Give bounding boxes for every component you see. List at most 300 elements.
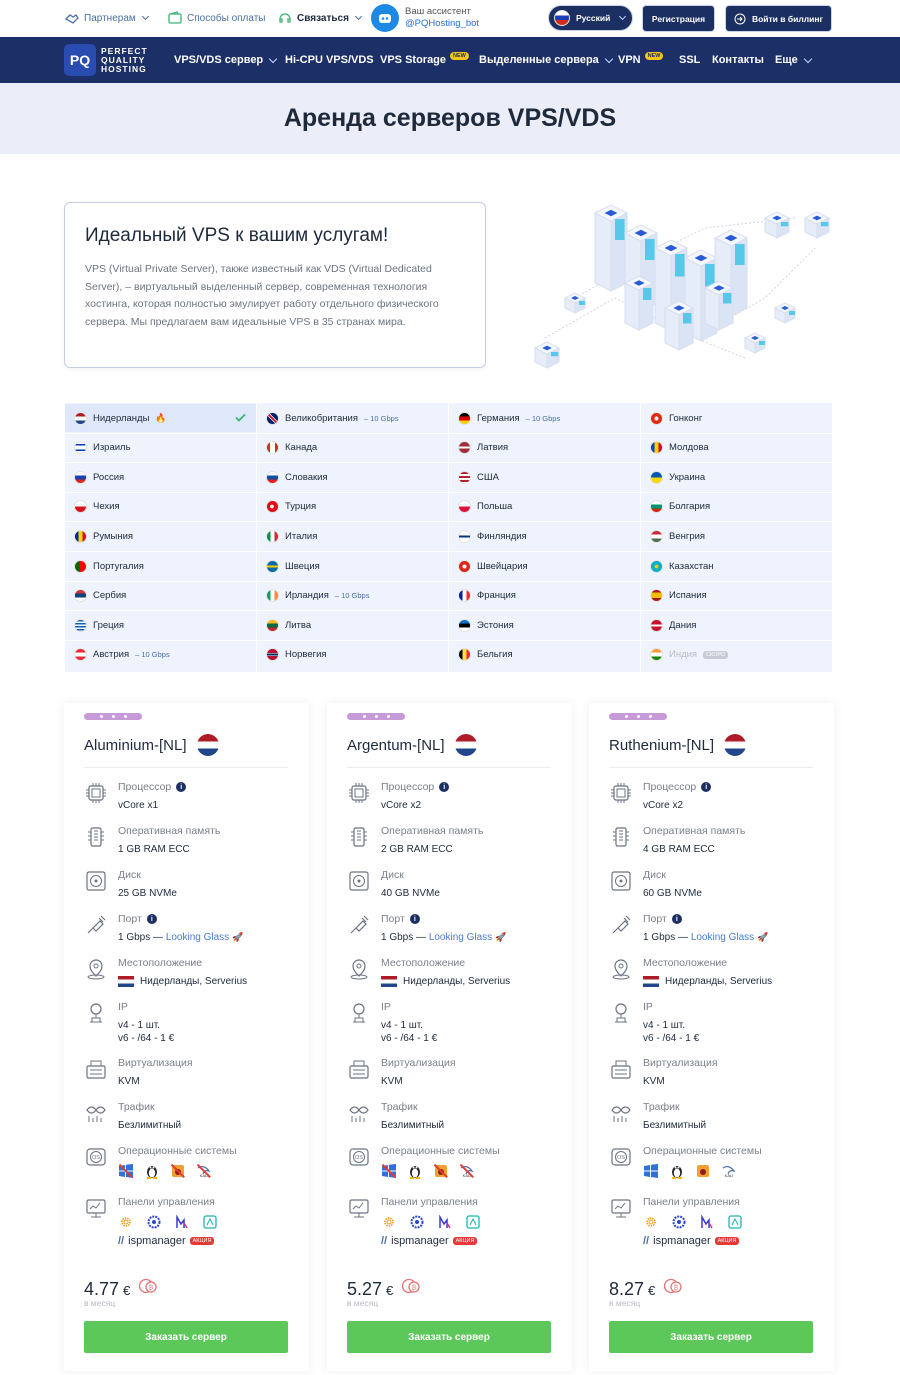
- port-value: 1 Gbps —: [381, 932, 427, 943]
- login-icon: [734, 13, 746, 25]
- cpanel-sun-icon: [643, 1214, 659, 1230]
- country-option[interactable]: [65, 493, 256, 521]
- country-option[interactable]: [65, 404, 256, 432]
- spec-label: Оперативная память: [381, 825, 484, 837]
- country-name: Турция: [285, 501, 317, 513]
- disk-icon: [347, 869, 371, 893]
- contact-label: Связаться: [297, 12, 349, 24]
- spec-label: Оперативная память: [643, 825, 746, 837]
- ip-v4-value: v4 - 1 шт.: [381, 1020, 424, 1031]
- order-server-button[interactable]: Заказать сервер: [609, 1321, 813, 1353]
- windows-unavailable-icon: [381, 1163, 397, 1179]
- flag-no-icon: [266, 648, 279, 661]
- spec-ip: [347, 1001, 557, 1045]
- hestia-icon: [174, 1214, 190, 1230]
- traffic-icon: [84, 1101, 108, 1125]
- spec-port: [347, 913, 557, 944]
- country-name: Россия: [93, 471, 125, 483]
- partners-label: Партнерам: [84, 12, 136, 24]
- country-name: Болгария: [669, 501, 711, 513]
- flag-nl-icon: [381, 976, 397, 987]
- flag-de-icon: [458, 412, 471, 425]
- spec-os: [84, 1145, 294, 1179]
- os-icon: [609, 1145, 633, 1169]
- control-panel-icon: [347, 1196, 371, 1220]
- country-name: Канада: [285, 442, 318, 454]
- checkmark-icon: [235, 413, 246, 425]
- spec-panel: [609, 1196, 819, 1247]
- nav-hicpu[interactable]: [285, 54, 374, 66]
- price-currency: €: [648, 1283, 656, 1298]
- row-divider: [65, 462, 832, 463]
- server-block: [745, 333, 765, 353]
- spec-ram: [609, 825, 819, 856]
- info-icon[interactable]: i: [439, 782, 449, 792]
- nav-ssl-label: SSL: [679, 54, 701, 66]
- flag-ca-icon: [266, 441, 279, 454]
- kali-icon: [459, 1163, 475, 1179]
- ip-icon: [84, 1001, 108, 1025]
- traffic-icon: [609, 1101, 633, 1125]
- country-name: Австрия: [93, 649, 130, 661]
- linux-icon: [669, 1163, 685, 1179]
- new-badge: NEW: [645, 52, 664, 60]
- spec-label: Процессор: [118, 781, 172, 793]
- country-name: Казахстан: [669, 560, 714, 572]
- info-icon[interactable]: i: [410, 914, 420, 924]
- windows-unavailable-icon: [118, 1163, 134, 1179]
- fastpanel-icon: [727, 1214, 743, 1230]
- info-icon[interactable]: i: [672, 914, 682, 924]
- language-label: Русский: [576, 13, 611, 23]
- country-name: Швейцария: [477, 560, 528, 572]
- promo-badge: АКЦИЯ: [453, 1237, 478, 1245]
- disk-value: 40 GB NVMe: [381, 888, 440, 899]
- chevron-down-icon: [269, 54, 277, 62]
- nav-contacts-label: Контакты: [712, 54, 764, 66]
- country-option[interactable]: [449, 641, 640, 669]
- spec-cpu: [84, 781, 294, 812]
- logo-line-3: HOSTING: [101, 63, 147, 74]
- svg-text:KALI: KALI: [724, 1173, 734, 1178]
- flag-lv-icon: [458, 441, 471, 454]
- location-value: Нидерланды, Serverius: [403, 976, 511, 987]
- country-option[interactable]: [449, 434, 640, 462]
- flag-ru-icon: [554, 10, 570, 26]
- rocket-icon: 🚀: [231, 932, 244, 942]
- spec-label: Панели управления: [118, 1196, 215, 1208]
- logo[interactable]: [64, 44, 148, 76]
- info-icon[interactable]: i: [176, 782, 186, 792]
- flag-nl-icon: [724, 734, 746, 756]
- crypto-icon[interactable]: [663, 1277, 683, 1300]
- looking-glass-link[interactable]: Looking Glass: [165, 932, 230, 943]
- crypto-icon[interactable]: [138, 1277, 158, 1300]
- looking-glass-link[interactable]: Looking Glass: [690, 932, 755, 943]
- spec-virt: [609, 1057, 819, 1088]
- server-block: [625, 276, 653, 330]
- page-title: Аренда серверов VPS/VDS: [283, 104, 617, 132]
- flag-rs-icon: [74, 589, 87, 602]
- nav-contacts[interactable]: [712, 54, 764, 66]
- flag-ch-icon: [458, 560, 471, 573]
- order-server-button[interactable]: Заказать сервер: [84, 1321, 288, 1353]
- traffic-value: Безлимитный: [643, 1120, 707, 1131]
- flag-nl-icon: [455, 734, 477, 756]
- ip-v4-value: v4 - 1 шт.: [643, 1020, 686, 1031]
- svg-text:OS: OS: [617, 1155, 625, 1161]
- country-name: Гонконг: [669, 412, 703, 424]
- spec-label: Операционные системы: [643, 1145, 762, 1157]
- country-name: Нидерланды: [93, 412, 150, 424]
- svg-text:₿: ₿: [149, 1285, 154, 1292]
- register-button[interactable]: Регистрация: [642, 5, 715, 32]
- flag-ie-icon: [266, 589, 279, 602]
- server-block: [765, 212, 789, 238]
- spec-label: Диск: [118, 869, 141, 881]
- info-icon[interactable]: i: [147, 914, 157, 924]
- spec-port: [609, 913, 819, 944]
- country-name: Финляндия: [477, 530, 527, 542]
- spec-ip: [84, 1001, 294, 1045]
- country-name: Норвегия: [285, 649, 327, 661]
- flag-nl-icon: [74, 412, 87, 425]
- country-option[interactable]: [641, 404, 832, 432]
- bsd-icon: [433, 1163, 449, 1179]
- nav-vpn[interactable]: [618, 54, 663, 66]
- country-option[interactable]: [65, 611, 256, 639]
- spec-label: Операционные системы: [381, 1145, 500, 1157]
- country-option[interactable]: [65, 582, 256, 610]
- spec-label: Диск: [643, 869, 666, 881]
- country-option[interactable]: [257, 552, 448, 580]
- country-option[interactable]: [641, 582, 832, 610]
- flag-bg-icon: [650, 500, 663, 513]
- vesta-gear-icon: [671, 1214, 687, 1230]
- login-button[interactable]: [725, 5, 832, 32]
- country-name: Израиль: [93, 442, 131, 454]
- nav-vps[interactable]: [174, 54, 276, 66]
- country-name: Греция: [93, 619, 125, 631]
- country-name: Украина: [669, 471, 706, 483]
- promo-badge: АКЦИЯ: [715, 1237, 740, 1245]
- country-option[interactable]: [257, 611, 448, 639]
- country-option[interactable]: [641, 611, 832, 639]
- flag-at-icon: [74, 648, 87, 661]
- flag-kz-icon: [650, 560, 663, 573]
- kali-icon: [196, 1163, 212, 1179]
- spec-label: Панели управления: [643, 1196, 740, 1208]
- port-cable-icon: [609, 913, 633, 937]
- flag-nl-icon: [197, 734, 219, 756]
- spec-label: IP: [118, 1001, 128, 1013]
- flag-hk-icon: [650, 412, 663, 425]
- spec-port: [84, 913, 294, 944]
- new-badge: NEW: [450, 52, 469, 60]
- logo-line-1: PERFECT: [101, 45, 148, 56]
- svg-text:OS: OS: [355, 1155, 363, 1161]
- country-option[interactable]: [257, 522, 448, 550]
- ram-value: 1 GB RAM ECC: [118, 844, 190, 855]
- chevron-down-icon: [619, 13, 626, 20]
- disk-icon: [84, 869, 108, 893]
- plan-card: [589, 703, 834, 1371]
- flag-in-icon: [650, 648, 663, 661]
- country-option[interactable]: [257, 463, 448, 491]
- country-name: Польша: [477, 501, 513, 513]
- flag-md-icon: [650, 441, 663, 454]
- spec-label: Порт: [643, 913, 667, 925]
- intro-text: VPS (Virtual Private Server), также известный как VDS (Virtual Dedicated Server), – виртуальный выделенный сервер, современная технология хостинга, которая полностью эмулирует работу отдельного физического сервера. Мы предлагаем вам идеальные VPS в 35 странах мира.: [85, 263, 439, 328]
- flag-fi-icon: [458, 530, 471, 543]
- price-period: в месяц: [609, 1298, 641, 1308]
- spec-cpu: [609, 781, 819, 812]
- country-option[interactable]: [257, 404, 448, 432]
- hero-banner: [0, 83, 900, 154]
- wallet-icon: [167, 10, 183, 26]
- country-option[interactable]: [65, 641, 256, 669]
- handshake-icon: [64, 10, 80, 26]
- svg-text:OS: OS: [92, 1155, 100, 1161]
- spec-disk: [84, 869, 294, 900]
- popular-fire-icon: 🔥: [155, 412, 167, 423]
- spec-label: Трафик: [643, 1101, 680, 1113]
- card-divider: [347, 767, 551, 768]
- country-name: Великобритания: [285, 412, 358, 424]
- spec-traffic: [609, 1101, 819, 1132]
- spec-label: Диск: [381, 869, 404, 881]
- chevron-down-icon: [355, 13, 362, 20]
- spec-label: Порт: [118, 913, 142, 925]
- spec-loc: [347, 957, 557, 988]
- price-value: 4.77: [84, 1279, 120, 1299]
- server-block: [705, 281, 733, 330]
- payment-link[interactable]: [167, 10, 266, 26]
- flag-nl-icon: [118, 976, 134, 987]
- bsd-icon: [170, 1163, 186, 1179]
- assistant-link[interactable]: [371, 4, 479, 32]
- os-icon: [347, 1145, 371, 1169]
- plan-card: [327, 703, 572, 1371]
- language-select[interactable]: [548, 5, 633, 31]
- assistant-title: Ваш ассистент: [405, 6, 471, 17]
- flag-sk-icon: [266, 471, 279, 484]
- spec-os: [347, 1145, 557, 1179]
- flag-se-icon: [266, 560, 279, 573]
- spec-label: Трафик: [381, 1101, 418, 1113]
- virt-value: KVM: [381, 1076, 403, 1087]
- spec-label: Местоположение: [118, 957, 203, 969]
- country-option[interactable]: [257, 434, 448, 462]
- spec-panel: [84, 1196, 294, 1247]
- spec-virt: [84, 1057, 294, 1088]
- country-option[interactable]: [641, 493, 832, 521]
- ip-v4-value: v4 - 1 шт.: [118, 1020, 161, 1031]
- flag-hu-icon: [650, 530, 663, 543]
- country-option[interactable]: [641, 522, 832, 550]
- port-value: 1 Gbps —: [118, 932, 164, 943]
- country-option[interactable]: [65, 463, 256, 491]
- plan-price: [84, 1277, 158, 1300]
- spec-traffic: [347, 1101, 557, 1132]
- info-icon[interactable]: i: [701, 782, 711, 792]
- spec-label: Операционные системы: [118, 1145, 237, 1157]
- flag-fr-icon: [458, 589, 471, 602]
- nav-more-label: Еще: [775, 54, 798, 66]
- server-block: [535, 342, 559, 368]
- price-currency: €: [386, 1283, 394, 1298]
- plan-name: Aluminium-[NL]: [84, 736, 187, 754]
- virtualization-icon: [347, 1057, 371, 1081]
- nav-ssl[interactable]: [679, 54, 700, 66]
- country-option[interactable]: [257, 493, 448, 521]
- spec-label: Местоположение: [381, 957, 466, 969]
- servers-illustration: [515, 188, 835, 388]
- virt-value: KVM: [643, 1076, 665, 1087]
- nav-storage[interactable]: [380, 54, 469, 66]
- traffic-value: Безлимитный: [381, 1120, 445, 1131]
- country-option[interactable]: [257, 641, 448, 669]
- country-name: Бельгия: [477, 649, 513, 661]
- cpu-icon: [347, 781, 371, 805]
- row-divider: [65, 610, 832, 611]
- country-option[interactable]: [641, 434, 832, 462]
- country-name: Словакия: [285, 471, 328, 483]
- country-option[interactable]: [449, 404, 640, 432]
- location-pin-icon: [84, 957, 108, 981]
- country-name: Индия: [669, 649, 698, 661]
- price-period: в месяц: [347, 1298, 379, 1308]
- crypto-icon[interactable]: [401, 1277, 421, 1300]
- flag-pl-icon: [458, 500, 471, 513]
- disk-icon: [609, 869, 633, 893]
- flag-tr-icon: [266, 500, 279, 513]
- country-option[interactable]: [449, 493, 640, 521]
- nav-hicpu-label: Hi-CPU VPS/VDS: [285, 54, 374, 66]
- country-name: Эстония: [477, 619, 514, 631]
- rocket-icon: 🚀: [494, 932, 507, 942]
- traffic-value: Безлимитный: [118, 1120, 182, 1131]
- spec-ram: [347, 825, 557, 856]
- ip-v6-value: v6 - /64 - 1 €: [381, 1033, 438, 1044]
- country-option[interactable]: [449, 463, 640, 491]
- spec-ip: [609, 1001, 819, 1045]
- ram-icon: [609, 825, 633, 849]
- country-option[interactable]: [65, 552, 256, 580]
- country-name: Португалия: [93, 560, 144, 572]
- partners-link[interactable]: [64, 10, 148, 26]
- spec-traffic: [84, 1101, 294, 1132]
- assistant-bot: @PQHosting_bot: [405, 18, 480, 29]
- ispmanager-label: ispmanager: [653, 1235, 711, 1247]
- row-divider: [65, 551, 832, 552]
- flag-dk-icon: [650, 619, 663, 632]
- cpu-icon: [84, 781, 108, 805]
- spec-label: IP: [643, 1001, 653, 1013]
- country-option[interactable]: [641, 463, 832, 491]
- spec-cpu: [347, 781, 557, 812]
- country-option[interactable]: [449, 552, 640, 580]
- traffic-icon: [347, 1101, 371, 1125]
- promo-badge: АКЦИЯ: [190, 1237, 215, 1245]
- spec-label: Панели управления: [381, 1196, 478, 1208]
- spec-label: Оперативная память: [118, 825, 221, 837]
- country-name: Швеция: [285, 560, 320, 572]
- country-option[interactable]: [449, 582, 640, 610]
- chevron-down-icon: [605, 54, 613, 62]
- country-name: Румыния: [93, 530, 134, 542]
- ip-icon: [347, 1001, 371, 1025]
- contact-link[interactable]: [277, 10, 361, 26]
- ispmanager-logo: // ispmanager АКЦИЯ: [643, 1235, 743, 1247]
- robot-icon: [371, 4, 399, 32]
- spec-os: [609, 1145, 819, 1179]
- country-option[interactable]: [449, 611, 640, 639]
- nav-dedicated[interactable]: [479, 54, 612, 66]
- server-block: [805, 212, 829, 238]
- nav-storage-label: VPS Storage: [380, 54, 447, 66]
- spec-label: Местоположение: [643, 957, 728, 969]
- country-name: Дания: [669, 619, 697, 631]
- plan-price: [609, 1277, 683, 1300]
- country-option[interactable]: [65, 434, 256, 462]
- looking-glass-link[interactable]: Looking Glass: [428, 932, 493, 943]
- country-selector: [65, 403, 832, 672]
- bsd-icon: [695, 1163, 711, 1179]
- flag-lt-icon: [266, 619, 279, 632]
- rocket-icon: 🚀: [756, 932, 769, 942]
- login-label: Войти в биллинг: [751, 13, 824, 24]
- card-dots-decoration: [84, 713, 142, 720]
- plan-name: Argentum-[NL]: [347, 736, 445, 754]
- logo-icon: PQ: [64, 44, 96, 76]
- location-pin-icon: [347, 957, 371, 981]
- kali-icon: [721, 1163, 737, 1179]
- spec-loc: [84, 957, 294, 988]
- ip-v6-value: v6 - /64 - 1 €: [643, 1033, 700, 1044]
- nav-more[interactable]: [775, 54, 811, 66]
- flag-nl-icon: [643, 976, 659, 987]
- cpanel-sun-icon: [381, 1214, 397, 1230]
- price-currency: €: [123, 1283, 131, 1298]
- spec-panel: [347, 1196, 557, 1247]
- country-option[interactable]: [449, 522, 640, 550]
- flag-gr-icon: [74, 619, 87, 632]
- soon-badge: СКОРО: [703, 651, 728, 659]
- server-block: [775, 303, 795, 323]
- country-option[interactable]: [65, 522, 256, 550]
- country-name: Италия: [285, 530, 318, 542]
- cpanel-sun-icon: [118, 1214, 134, 1230]
- spec-disk: [347, 869, 557, 900]
- country-name: Франция: [477, 590, 516, 602]
- country-option[interactable]: [641, 552, 832, 580]
- plan-price: [347, 1277, 421, 1300]
- ispmanager-label: ispmanager: [128, 1235, 186, 1247]
- price-value: 8.27: [609, 1279, 645, 1299]
- order-server-button[interactable]: Заказать сервер: [347, 1321, 551, 1353]
- ip-v6-value: v6 - /64 - 1 €: [118, 1033, 175, 1044]
- plan-name: Ruthenium-[NL]: [609, 736, 715, 754]
- flag-us-icon: [458, 471, 471, 484]
- country-option[interactable]: [257, 582, 448, 610]
- country-name: США: [477, 471, 499, 483]
- linux-icon: [407, 1163, 423, 1179]
- row-divider: [65, 521, 832, 522]
- flag-it-icon: [266, 530, 279, 543]
- spec-virt: [347, 1057, 557, 1088]
- disk-value: 25 GB NVMe: [118, 888, 177, 899]
